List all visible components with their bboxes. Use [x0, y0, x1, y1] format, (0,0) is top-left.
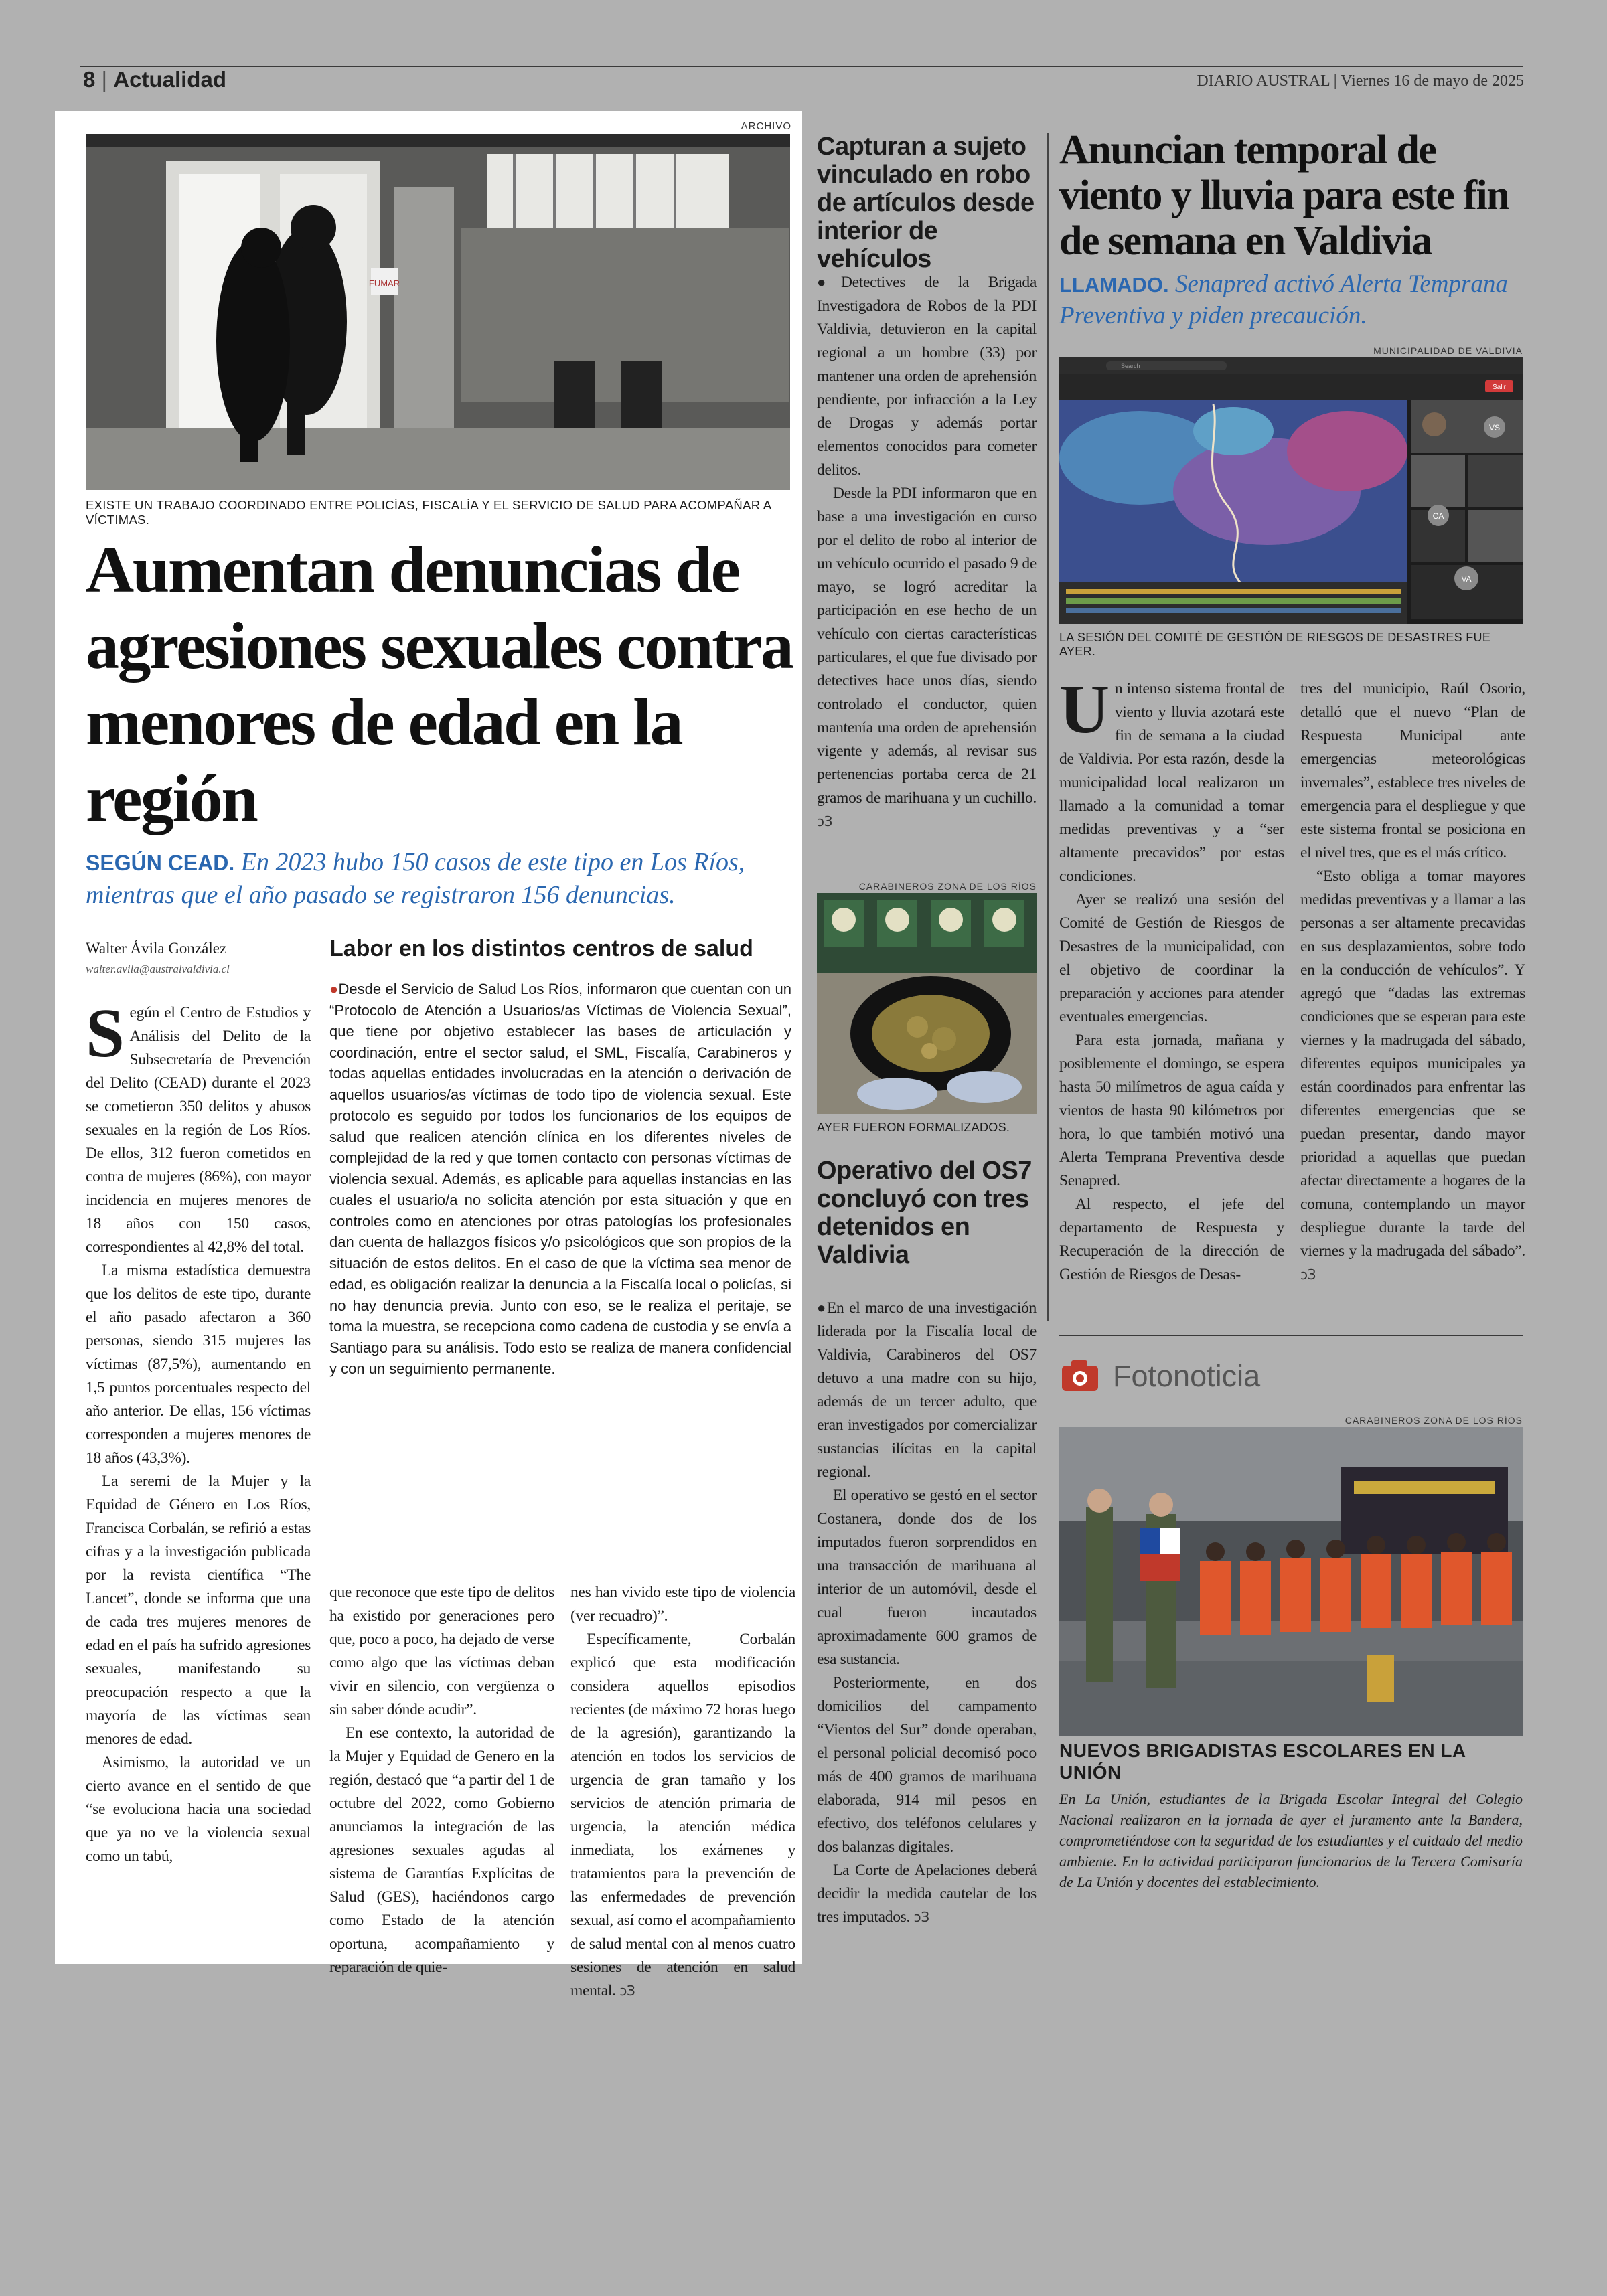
main-dropcap: S: [86, 995, 125, 1072]
fotonoticia-top-rule: [1059, 1335, 1523, 1336]
end-mark-icon: ↄЗ: [1300, 1266, 1316, 1283]
main-photo-credit: ARCHIVO: [741, 120, 791, 132]
os7-p1: [817, 1296, 1037, 1484]
author-email[interactable]: walter.avila@australvaldivia.cl: [86, 963, 230, 975]
weather-col-1: [1059, 671, 1284, 1287]
issue-date: Viernes 16 de mayo de 2025: [1341, 72, 1524, 90]
weather-deck: [1059, 269, 1528, 331]
weather-col1-p1: [1059, 671, 1284, 888]
weather-col2-p2: [1300, 865, 1525, 1287]
author-name: Walter Ávila González: [86, 940, 227, 957]
bullet-icon: ●: [817, 1299, 827, 1316]
weather-col1-p4: Al respecto, el jefe del departamento de Respuesta y Recuperación de la dirección de Gestión de Riesgos de Desas-: [1059, 1196, 1284, 1283]
photo-sign-text: FUMAR: [368, 278, 400, 289]
camera-icon: [1059, 1356, 1101, 1394]
sidebar-title: Labor en los distintos centros de salud: [329, 936, 753, 961]
main-col3-p2: [570, 1628, 795, 2003]
weather-dropcap: U: [1059, 671, 1109, 748]
bullet-icon: ●: [817, 274, 841, 291]
end-mark-icon: ↄЗ: [913, 1909, 929, 1925]
main-photo: [86, 134, 790, 490]
publication-name: DIARIO AUSTRAL: [1197, 72, 1330, 90]
weather-kicker: LLAMADO.: [1059, 273, 1169, 297]
fotonoticia-photo-illustration: [1059, 1427, 1523, 1736]
fotonoticia-title: NUEVOS BRIGADISTAS ESCOLARES EN LA UNIÓN: [1059, 1740, 1466, 1783]
capturan-p1-text: Detectives de la Brigada Investigadora de Robos de la PDI Valdivia, detuvieron en la capital regional a un hombre (33) por mantener una orden de aprehensión pendiente, por infracción a la Ley de Drogas y además portar elementos conocidos para cometer delitos.: [817, 274, 1037, 479]
main-col2-p1: que reconoce que este tipo de delitos ha existido por generaciones pero que, poco a poco, ha dejado de verse como algo que las víctimas deban vivir en silencio, con vergüenza o sin saber dónde acudir”.: [329, 1584, 554, 1718]
os7-photo: [817, 893, 1037, 1114]
avatar-vs-text: VS: [1488, 423, 1501, 432]
main-col1-p2: La misma estadística demuestra que los delitos de este tipo, durante el año pasado afectaron a 360 personas, siendo 315 mujeres las víctimas (87,5%), aumentando en 1,5 puntos porcentuales respecto del año anterior. De ellas, 156 víctimas corresponden a mujeres menores de 18 años (43,3%).: [86, 1262, 311, 1467]
main-col-1: [86, 995, 311, 1868]
header-top-rule: [80, 66, 1523, 67]
column-divider: [1047, 133, 1049, 1321]
os7-p1-text: En el marco de una investigación liderada por la Fiscalía local de Valdivia, Carabineros del OS7 detuvo a una madre con su hijo, además de un tercer adulto, que eran investigados por comercializar sustancias ilícitas en la capital regional.: [817, 1299, 1037, 1481]
end-mark-icon: ↄЗ: [817, 813, 833, 829]
main-kicker: SEGÚN CEAD.: [86, 851, 235, 875]
os7-body: [817, 1296, 1037, 1929]
main-headline: Aumentan denuncias de agresiones sexuales contra menores de edad en la región: [86, 532, 793, 835]
screen-exit-text: Salir: [1492, 384, 1507, 391]
weather-col1-p1-text: n intenso sistema frontal de viento y lluvia azotará este fin de semana a la ciudad de Valdivia. Por esta razón, desde la municipalidad local realizaron un llamado a la comunidad a tomar medidas preventivas y a “ser altamente precavidos” por estas condiciones.: [1059, 680, 1284, 885]
weather-col1-p2: Ayer se realizó una sesión del Comité de Gestión de Riesgos de Desastres de la municipalidad, con el objetivo de coordinar la preparación y acciones para atender eventuales emergencias.: [1059, 891, 1284, 1026]
main-col-3: [570, 1581, 795, 2003]
main-col1-p4: Asimismo, la autoridad ve un cierto avance en el sentido de que “se evoluciona hacia una sociedad que ya no ve la violencia sexual como un tabú,: [86, 1754, 311, 1865]
os7-photo-credit: CARABINEROS ZONA DE LOS RÍOS: [858, 881, 1037, 892]
capturan-body: [817, 270, 1037, 833]
screen-search-text: Search: [1121, 363, 1140, 370]
bullet-icon: ●: [329, 981, 339, 997]
main-col3-p1: nes han vivido este tipo de violencia (ver recuadro)”.: [570, 1584, 795, 1625]
section-name: Actualidad: [113, 67, 226, 92]
main-col-2: [329, 1581, 554, 1979]
main-photo-caption: EXISTE UN TRABAJO COORDINADO ENTRE POLICÍAS, FISCALÍA Y EL SERVICIO DE SALUD PARA ACOMPAÑAR A VÍCTIMAS.: [86, 498, 771, 527]
fotonoticia-label: Fotonoticia: [1113, 1359, 1261, 1393]
weather-col-2: [1300, 677, 1525, 1287]
end-mark-icon: ↄЗ: [619, 1983, 635, 1999]
weather-photo-credit: MUNICIPALIDAD DE VALDIVIA: [1373, 345, 1523, 356]
main-deck: [86, 846, 795, 911]
os7-p4-text: La Corte de Apelaciones deberá decidir la medida cautelar de los tres imputados.: [817, 1862, 1037, 1926]
page-number: 8: [83, 67, 96, 92]
capturan-p2: [817, 482, 1037, 833]
main-article-highlight: [55, 111, 802, 1999]
weather-deck-text: Senapred activó Alerta Temprana Preventiva y piden precaución.: [1059, 270, 1508, 329]
weather-headline: Anuncian temporal de viento y lluvia para este fin de semana en Valdivia: [1059, 127, 1509, 264]
main-col1-p1: [86, 995, 311, 1259]
weather-col2-p1: tres del municipio, Raúl Osorio, detalló que el nuevo “Plan de Respuesta Municipal ante emergencias meteorológicas invernales”, establece tres niveles de emergencia para el despliegue y que este sistema frontal se posiciona en el nivel tres, que es el más crítico.: [1300, 680, 1525, 862]
main-col3-p2-text: Específicamente, Corbalán explicó que esta modificación considera aquellos episodios recientes (de máximo 72 horas luego de la agresión), garantizando la atención en todos los servicios de urgencia de gran tamaño y los servicios de atención primaria de urgencia, la atención médica inmediata, los exámenes y tratamientos para la prevención de las enfermedades de prevención sexual, así como el acompañamiento de salud mental con al menos cuatro sesiones de atención en salud mental.: [570, 1631, 796, 1999]
os7-p2: El operativo se gestó en el sector Costanera, donde dos de los imputados fueron sorprendidos en una transacción de marihuana al interior de un automóvil, desde el cual fueron incautados aproximadamente 600 gramos de esa sustancia.: [817, 1487, 1037, 1668]
avatar-va-text: VA: [1461, 574, 1472, 584]
os7-p4: [817, 1859, 1037, 1929]
weather-photo-caption: LA SESIÓN DEL COMITÉ DE GESTIÓN DE RIESGOS DE DESASTRES FUE AYER.: [1059, 631, 1491, 658]
avatar-ca-text: CA: [1432, 511, 1444, 521]
capturan-p2-text: Desde la PDI informaron que en base a una investigación en curso por el delito de robo al interior de un vehículo ocurrido el pasado 9 de mayo, se logró acreditar la participación en ese hecho de un vehículo con ciertas características particulares, el que fue divisado por detectives hace unos días, siendo controlado el conductor, quien mantenía una orden de aprehensión vigente y además, al revisar sus pertenencias portaba cerca de 21 gramos de marihuana y un cuchillo.: [817, 485, 1037, 807]
sidebar-text: Desde el Servicio de Salud Los Ríos, informaron que cuentan con un “Protocolo de Atención a Usuarios/as Víctimas de Violencia Sexual”, que tiene por objetivo establecer las bases de articulación y coordinación, entre el sector salud, el SML, Fiscalía, Carabineros y todas aquellas entidades involucradas en la atención o derivación de aquellos usuarios/as víctimas de todo tipo de violencia sexual. Este protocolo es seguido por todos los funcionarios de los equipos de salud que realicen atención clínica en los diferentes niveles de complejidad de la red y que tomen contacto con personas víctimas de violencia sexual. Además, es aplicable para aquellas instancias en las cuales el usuario/a no solicita atención por esta situación y que en controles como en atenciones por otras patologías los profesionales dan cuenta de hallazgos físicos y/o psicológicos que son propios de la situación de estos delitos. En el caso de que la víctima sea menor de edad, es obligación realizar la denuncia a la Fiscalía local o policías, si no hay denuncia previa. Junto con eso, se le realiza el peritaje, se toma la muestra, se recepciona como cadena de custodia y se envía a Santiago para su análisis. Todo esto se realiza de manera confidencial y con un seguimiento permanente.: [329, 981, 791, 1377]
os7-headline: Operativo del OS7 concluyó con tres detenidos en Valdivia: [817, 1157, 1032, 1269]
os7-photo-caption: AYER FUERON FORMALIZADOS.: [817, 1121, 1010, 1134]
fotonoticia-photo: [1059, 1427, 1523, 1736]
weather-col2-p2-text: “Esto obliga a tomar mayores medidas preventivas y a llamar a las personas a ser altamente precavidas en sus desplazamientos, sobre todo en la conducción de vehículos”. Y agregó que “dadas las extremas condiciones que se esperan para este viernes y la madrugada del sábado, diferentes equipos municipales ya están coordinados para enfrentar las diferentes emergencias que se puedan presentar, dando mayor prioridad a aquellas que puedan afectar directamente a hogares de la comuna, contemplando un mayor despliegue durante la tarde del viernes y la madrugada del sábado”.: [1300, 868, 1525, 1260]
main-col1-p1-text: egún el Centro de Estudios y Análisis del Delito de la Subsecretaría de Prevención del Delito (CEAD) durante el 2023 se cometieron 350 delitos y abusos sexuales en la región de Los Ríos. De ellos, 312 fueron cometidos en contra de mujeres (86%), con mayor incidencia en mujeres menores de 18 años con 150 casos, correspondientes al 42,8% del total.: [86, 1004, 311, 1256]
weather-col1-p3: Para esta jornada, mañana y posiblemente el domingo, se espera hasta 50 milímetros de agua caída y vientos de hasta 90 kilómetros por hora, lo que también motivó una Alerta Temprana Preventiva desde Senapred.: [1059, 1032, 1284, 1190]
capturan-headline: Capturan a sujeto vinculado en robo de artículos desde interior de vehículos: [817, 133, 1035, 273]
weather-photo: [1059, 357, 1523, 624]
fotonoticia-text: En La Unión, estudiantes de la Brigada Escolar Integral del Colegio Nacional realizaron en la jornada de ayer el juramento ante la Bandera, comprometiéndose con la seguridad de los estudiantes y el cuidado del medio ambiente. En la actividad participaron funcionarios de la Tercera Comisaría de La Unión y docentes del establecimiento.: [1059, 1791, 1523, 1890]
main-photo-illustration: [86, 134, 790, 490]
publication-dateline: DIARIO AUSTRAL | Viernes 16 de mayo de 2025: [1197, 72, 1524, 90]
sidebar-body: [329, 979, 791, 1380]
main-col1-p3: La seremi de la Mujer y la Equidad de Género en Los Ríos, Francisca Corbalán, se refirió a estas cifras y a la investigación publicada por la revista científica “The Lancet”, donde se informa que una de cada tres mujeres menores de edad en el país ha sufrido agresiones sexuales, manifestando su preocupación respecto a que la mayoría de las víctimas sean menores de edad.: [86, 1473, 311, 1748]
main-deck-text: En 2023 hubo 150 casos de este tipo en Los Ríos, mientras que el año pasado se registraron 156 denuncias.: [86, 848, 745, 909]
capturan-p1: [817, 270, 1037, 482]
os7-photo-illustration: [817, 893, 1037, 1114]
fotonoticia-photo-credit: CARABINEROS ZONA DE LOS RÍOS: [1345, 1415, 1523, 1426]
os7-p3: Posteriormente, en dos domicilios del campamento “Vientos del Sur” donde operaban, el personal policial decomisó poco más de 400 gramos de marihuana elaborada, 914 mil pesos en efectivo, dos teléfonos celulares y dos balanzas digitales.: [817, 1674, 1037, 1856]
main-col2-p2: En ese contexto, la autoridad de la Mujer y Equidad de Genero en la región, destacó que “a partir del 1 de octubre del 2022, como Gobierno anunciamos la integración de las agresiones sexuales agudas al sistema de Garantías Explícitas de Salud (GES), haciéndonos cargo como Estado de la atención oportuna, acompañamiento y reparación de quie-: [329, 1724, 554, 1976]
weather-photo-illustration: [1059, 357, 1523, 624]
page-section-header: 8 | Actualidad: [83, 67, 226, 92]
